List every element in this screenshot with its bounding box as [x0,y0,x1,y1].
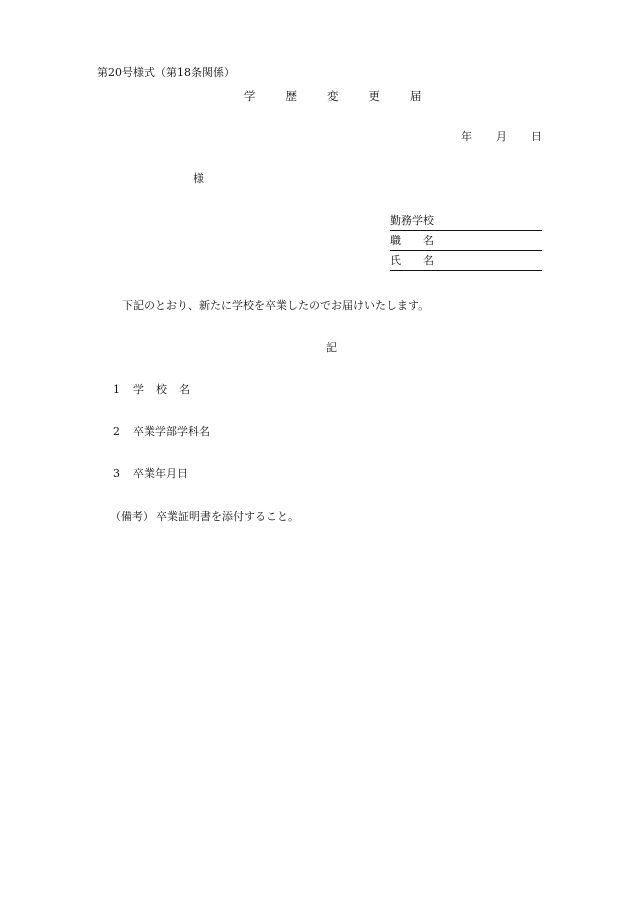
list-item-school-name [113,383,202,397]
sender-title-label: 職名 [390,234,456,247]
remarks [110,510,299,524]
document-title: 学歴変更届 [244,89,452,103]
month-label: 月 [496,130,507,143]
sender-school-label: 勤務学校 [390,214,434,227]
sender-school-field [390,214,542,231]
statement-text: 下記のとおり、新たに学校を卒業したのでお届けいたします。 [122,299,430,312]
sender-name-field [390,254,542,271]
item-number: 2 [113,425,120,438]
item-label: 卒業学部学科名 [133,425,210,438]
item-number: 1 [113,383,120,396]
date-line [461,130,542,144]
sender-title-field [390,234,542,251]
ki-heading: 記 [326,341,337,354]
item-number: 3 [113,467,120,480]
remarks-text: 卒業証明書を添付すること。 [156,510,299,523]
addressee-honorific: 様 [193,172,204,185]
day-label: 日 [531,130,542,143]
form-number: 第20号様式（第18条関係） [97,66,235,79]
list-item-graduation-date [113,467,188,481]
sender-name-label: 氏名 [390,254,456,267]
remarks-label: （備考） [110,510,154,523]
year-label: 年 [461,130,472,143]
list-item-faculty [113,425,210,439]
item-label: 学校名 [133,383,202,396]
item-label: 卒業年月日 [133,467,188,480]
